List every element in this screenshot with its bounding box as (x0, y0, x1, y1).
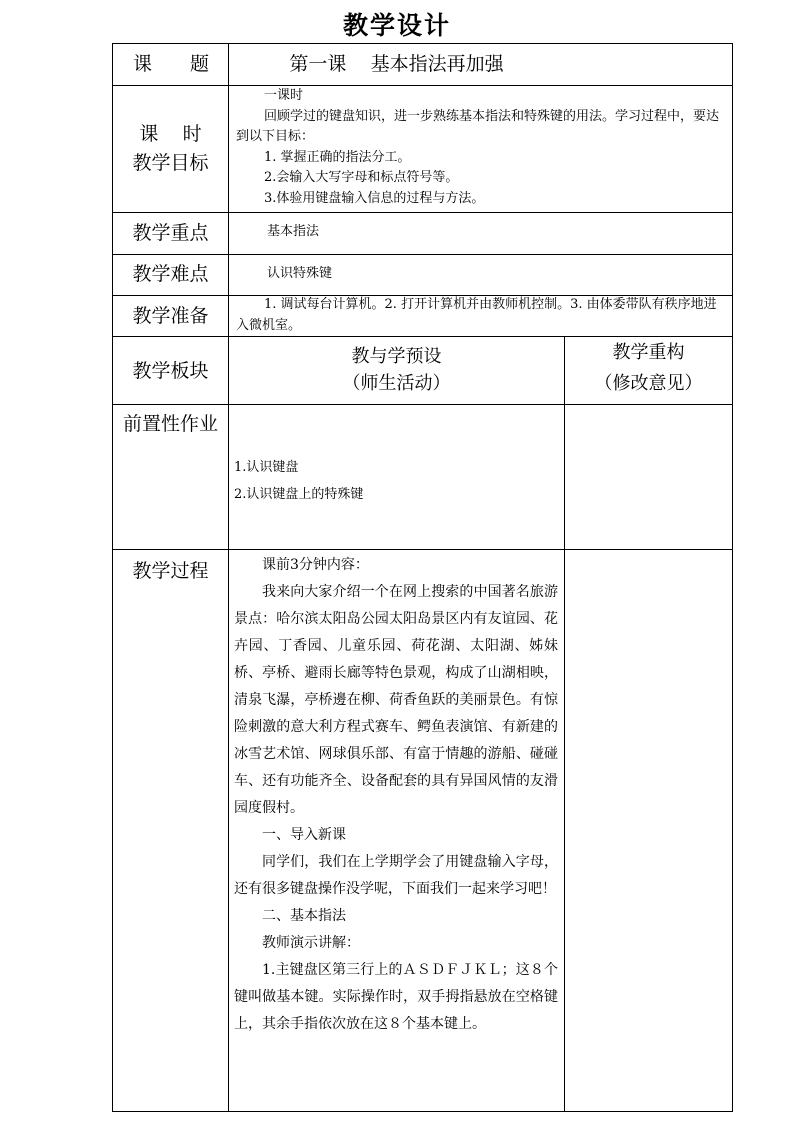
objectives-intro: 回顾学过的键盘知识，进一步熟练基本指法和特殊键的用法。学习过程中，要达到以下目标： (236, 108, 720, 144)
preparation-label: 教学准备 (132, 305, 209, 327)
activities-header-title: 教与学预设 (351, 346, 442, 367)
activities-header-subtitle: （师生活动） (342, 373, 451, 394)
row-divider (112, 404, 733, 405)
objectives-item: 2.会输入大写字母和标点符号等。 (264, 170, 459, 185)
objectives-label-goals: 教学目标 (132, 152, 209, 174)
process-paragraph: 1.主键盘区第三行上的ＡＳＤＦＪＫＬ；这８个键叫做基本键。实际操作时，双手拇指悬放在空格键上，其余手指依次放在这８个基本键上。 (234, 962, 558, 1032)
pre-homework-label: 前置性作业 (122, 413, 218, 435)
lesson-title: 第一课 基本指法再加强 (289, 53, 504, 75)
objectives-label-hours: 课 时 (139, 123, 202, 145)
difficulty-value: 认识特殊键 (267, 266, 333, 281)
process-paragraph: 二、基本指法 (262, 908, 346, 924)
document-title: 教学设计 (342, 11, 451, 40)
lesson-label-a: 课 (133, 53, 153, 75)
process-paragraph: 同学们，我们在上学期学会了用键盘输入字母，还有很多键盘操作没学呢，下面我们一起来学习吧！ (234, 854, 558, 897)
row-divider (112, 254, 733, 255)
process-paragraph: 教师演示讲解： (262, 935, 360, 951)
objectives-hours: 一课时 (264, 88, 304, 103)
revision-header-subtitle: （修改意见） (594, 373, 703, 394)
column-divider (228, 43, 229, 1112)
revision-header (565, 337, 732, 399)
activities-header (229, 343, 564, 397)
difficulty-label: 教学难点 (132, 263, 209, 285)
row-divider (112, 549, 733, 550)
objectives-label (113, 120, 228, 178)
lesson-plan-table (112, 43, 733, 1112)
table-border-right (732, 43, 733, 1112)
table-border-top (112, 43, 733, 44)
pre-homework-content (234, 454, 554, 508)
table-border-bottom (112, 1111, 733, 1112)
section-label: 教学板块 (132, 360, 209, 382)
objectives-item: 1. 掌握正确的指法分工。 (264, 149, 411, 165)
pre-homework-item: 2.认识键盘上的特殊键 (234, 487, 364, 502)
process-label: 教学过程 (132, 560, 209, 582)
process-paragraph: 我来向大家介绍一个在网上搜索的中国著名旅游景点：哈尔滨太阳岛公园太阳岛景区内有友谊园、花卉园、丁香园、儿童乐园、荷花湖、太阳湖、姊妹桥、亭桥、避雨长廊等特色景观，构成了山湖相映，清泉飞瀑，亭桥邊在柳、荷香鱼跃的美丽景色。有惊险刺激的意大利方程式赛车、鳄鱼表演馆、有新建的冰雪艺术馆、网球俱乐部、有富于情趣的游船、碰碰车、还有功能齐全、设备配套的具有异国风情的友滑园度假村。 (234, 584, 558, 816)
key-point-label: 教学重点 (132, 222, 209, 244)
process-content (234, 552, 558, 1038)
revision-header-title: 教学重构 (612, 342, 685, 363)
objectives-content (236, 86, 726, 209)
column-divider (564, 336, 565, 1112)
objectives-item: 3.体验用键盘输入信息的过程与方法。 (264, 190, 485, 206)
process-paragraph: 课前3分钟内容： (262, 557, 369, 573)
key-point-value: 基本指法 (267, 224, 320, 239)
row-divider (112, 212, 733, 213)
process-paragraph: 一、导入新课 (262, 827, 346, 843)
lesson-label-b: 题 (190, 53, 210, 75)
pre-homework-item: 1.认识键盘 (234, 460, 299, 475)
preparation-value: 1. 调试每台计算机。2. 打开计算机并由教师机控制。3. 由体委带队有秩序地进入微机室。 (236, 297, 717, 333)
